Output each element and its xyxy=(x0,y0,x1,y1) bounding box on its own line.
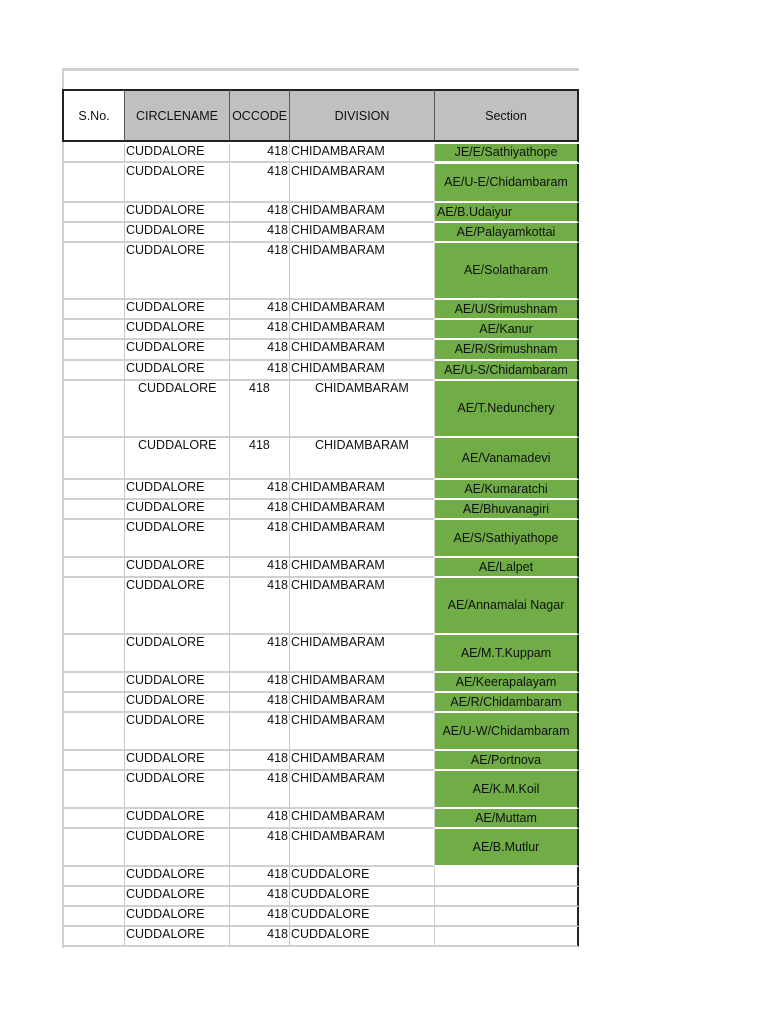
sno-cell[interactable] xyxy=(62,500,124,520)
occode-cell[interactable]: 418 xyxy=(229,578,289,635)
sno-cell[interactable] xyxy=(62,381,124,438)
header-circlename[interactable]: CIRCLENAME xyxy=(124,89,229,142)
circlename-cell[interactable]: CUDDALORE xyxy=(124,320,229,340)
circlename-cell[interactable]: CUDDALORE xyxy=(124,300,229,320)
sno-cell[interactable] xyxy=(62,243,124,300)
section-cell[interactable]: AE/Keerapalayam xyxy=(434,673,579,693)
section-cell[interactable]: AE/B.Mutlur xyxy=(434,829,579,867)
section-cell[interactable]: AE/U-S/Chidambaram xyxy=(434,361,579,381)
section-cell[interactable]: AE/U-E/Chidambaram xyxy=(434,164,579,203)
sno-cell[interactable] xyxy=(62,809,124,829)
header-occode[interactable]: OCCODE xyxy=(229,89,289,142)
section-cell[interactable]: AE/T.Nedunchery xyxy=(434,381,579,438)
table-row xyxy=(62,361,579,381)
division-cell[interactable]: CHIDAMBARAM xyxy=(289,713,434,751)
sno-cell[interactable] xyxy=(62,887,124,907)
header-section[interactable]: Section xyxy=(434,89,579,142)
occode-cell[interactable]: 418 xyxy=(229,751,289,771)
occode-cell[interactable]: 418 xyxy=(229,203,289,223)
division-cell[interactable]: CHIDAMBARAM xyxy=(289,809,434,829)
sno-cell[interactable] xyxy=(62,713,124,751)
division-cell[interactable]: CHIDAMBARAM xyxy=(289,578,434,635)
occode-cell[interactable]: 418 xyxy=(229,243,289,300)
table-row xyxy=(62,578,579,635)
occode-cell[interactable]: 418 xyxy=(229,693,289,713)
table-row xyxy=(62,751,579,771)
sno-cell[interactable] xyxy=(62,320,124,340)
section-cell[interactable]: AE/Kumaratchi xyxy=(434,480,579,500)
sno-cell[interactable] xyxy=(62,927,124,947)
section-cell[interactable]: AE/Bhuvanagiri xyxy=(434,500,579,520)
sno-cell[interactable] xyxy=(62,203,124,223)
section-cell[interactable]: AE/Vanamadevi xyxy=(434,438,579,480)
section-cell[interactable] xyxy=(434,867,579,887)
occode-cell[interactable]: 418 xyxy=(229,771,289,809)
occode-cell[interactable]: 418 xyxy=(229,480,289,500)
table-row xyxy=(62,500,579,520)
sno-cell[interactable] xyxy=(62,558,124,578)
division-cell[interactable]: CHIDAMBARAM xyxy=(289,164,434,203)
section-cell[interactable]: AE/S/Sathiyathope xyxy=(434,520,579,558)
division-cell[interactable]: CHIDAMBARAM xyxy=(289,144,434,163)
circlename-cell[interactable]: CUDDALORE xyxy=(124,480,229,500)
occode-cell[interactable]: 418 xyxy=(229,809,289,829)
header-division[interactable]: DIVISION xyxy=(289,89,434,142)
circlename-cell[interactable]: CUDDALORE xyxy=(124,907,229,927)
sno-cell[interactable] xyxy=(62,480,124,500)
frozen-row-band xyxy=(62,68,579,71)
section-cell[interactable]: AE/R/Chidambaram xyxy=(434,693,579,713)
table-row xyxy=(62,829,579,867)
division-cell[interactable]: CHIDAMBARAM xyxy=(289,673,434,693)
section-cell[interactable]: AE/Solatharam xyxy=(434,243,579,300)
circlename-cell[interactable]: CUDDALORE xyxy=(124,223,229,243)
division-cell[interactable]: CHIDAMBARAM xyxy=(289,203,434,223)
section-cell[interactable] xyxy=(434,907,579,927)
sno-cell[interactable] xyxy=(62,438,124,480)
occode-cell[interactable]: 418 xyxy=(229,713,289,751)
table-row xyxy=(62,243,579,300)
division-cell[interactable]: CUDDALORE xyxy=(289,867,434,887)
section-cell[interactable] xyxy=(434,887,579,907)
sno-cell[interactable] xyxy=(62,144,124,163)
table-row xyxy=(62,520,579,558)
table-row xyxy=(62,635,579,673)
table-row xyxy=(62,203,579,223)
header-row xyxy=(62,89,579,144)
circlename-cell[interactable]: CUDDALORE xyxy=(124,693,229,713)
table-row xyxy=(62,300,579,320)
table-row xyxy=(62,438,579,480)
circlename-cell[interactable]: CUDDALORE xyxy=(124,203,229,223)
sno-cell[interactable] xyxy=(62,164,124,203)
sno-cell[interactable] xyxy=(62,771,124,809)
section-cell[interactable]: AE/Kanur xyxy=(434,320,579,340)
section-cell[interactable]: AE/K.M.Koil xyxy=(434,771,579,809)
section-cell[interactable]: AE/U/Srimushnam xyxy=(434,300,579,320)
circlename-cell[interactable]: CUDDALORE xyxy=(124,673,229,693)
circlename-cell[interactable]: CUDDALORE xyxy=(124,867,229,887)
circlename-cell[interactable]: CUDDALORE xyxy=(124,635,229,673)
sno-cell[interactable] xyxy=(62,867,124,887)
table-row xyxy=(62,480,579,500)
occode-cell[interactable]: 418 xyxy=(229,320,289,340)
division-cell[interactable]: CHIDAMBARAM xyxy=(289,635,434,673)
section-cell[interactable]: AE/Portnova xyxy=(434,751,579,771)
circlename-cell[interactable]: CUDDALORE xyxy=(124,578,229,635)
circlename-cell[interactable]: CUDDALORE xyxy=(124,927,229,947)
division-cell[interactable]: CHIDAMBARAM xyxy=(289,438,434,480)
occode-cell[interactable]: 418 xyxy=(229,300,289,320)
circlename-cell[interactable]: CUDDALORE xyxy=(124,438,229,480)
division-cell[interactable]: CUDDALORE xyxy=(289,887,434,907)
section-cell[interactable]: AE/Muttam xyxy=(434,809,579,829)
table-row xyxy=(62,223,579,243)
circlename-cell[interactable]: CUDDALORE xyxy=(124,771,229,809)
sno-cell[interactable] xyxy=(62,223,124,243)
table-row xyxy=(62,673,579,693)
division-cell[interactable]: CHIDAMBARAM xyxy=(289,693,434,713)
circlename-cell[interactable]: CUDDALORE xyxy=(124,558,229,578)
division-cell[interactable]: CHIDAMBARAM xyxy=(289,381,434,438)
occode-cell[interactable]: 418 xyxy=(229,635,289,673)
circlename-cell[interactable]: CUDDALORE xyxy=(124,340,229,361)
circlename-cell[interactable]: CUDDALORE xyxy=(124,751,229,771)
division-cell[interactable]: CHIDAMBARAM xyxy=(289,340,434,361)
table-row xyxy=(62,381,579,438)
occode-cell[interactable]: 418 xyxy=(229,438,289,480)
sno-cell[interactable] xyxy=(62,907,124,927)
division-cell[interactable]: CHIDAMBARAM xyxy=(289,520,434,558)
table-row xyxy=(62,320,579,340)
circlename-cell[interactable]: CUDDALORE xyxy=(124,713,229,751)
occode-cell[interactable]: 418 xyxy=(229,867,289,887)
sno-cell[interactable] xyxy=(62,693,124,713)
section-cell[interactable]: AE/Lalpet xyxy=(434,558,579,578)
section-cell[interactable]: AE/R/Srimushnam xyxy=(434,340,579,361)
table-row xyxy=(62,340,579,361)
sno-cell[interactable] xyxy=(62,340,124,361)
occode-cell[interactable]: 418 xyxy=(229,927,289,947)
circlename-cell[interactable]: CUDDALORE xyxy=(124,500,229,520)
sno-cell[interactable] xyxy=(62,520,124,558)
circlename-cell[interactable]: CUDDALORE xyxy=(124,361,229,381)
section-cell[interactable]: AE/U-W/Chidambaram xyxy=(434,713,579,751)
circlename-cell[interactable]: CUDDALORE xyxy=(124,829,229,867)
sno-cell[interactable] xyxy=(62,673,124,693)
division-cell[interactable]: CHIDAMBARAM xyxy=(289,361,434,381)
table-row xyxy=(62,771,579,809)
division-cell[interactable]: CHIDAMBARAM xyxy=(289,320,434,340)
sno-cell[interactable] xyxy=(62,751,124,771)
occode-cell[interactable]: 418 xyxy=(229,223,289,243)
circlename-cell[interactable]: CUDDALORE xyxy=(124,520,229,558)
section-cell[interactable]: AE/Annamalai Nagar xyxy=(434,578,579,635)
sno-cell[interactable] xyxy=(62,300,124,320)
table-row xyxy=(62,809,579,829)
section-cell[interactable]: JE/E/Sathiyathope xyxy=(434,144,579,163)
header-sno[interactable]: S.No. xyxy=(62,89,124,142)
division-cell[interactable]: CHIDAMBARAM xyxy=(289,480,434,500)
table-row xyxy=(62,907,579,927)
section-cell[interactable] xyxy=(434,927,579,947)
division-cell[interactable]: CHIDAMBARAM xyxy=(289,829,434,867)
occode-cell[interactable]: 418 xyxy=(229,381,289,438)
occode-cell[interactable]: 418 xyxy=(229,520,289,558)
occode-cell[interactable]: 418 xyxy=(229,340,289,361)
section-cell[interactable]: AE/Palayamkottai xyxy=(434,223,579,243)
occode-cell[interactable]: 418 xyxy=(229,361,289,381)
sno-cell[interactable] xyxy=(62,578,124,635)
division-cell[interactable]: CHIDAMBARAM xyxy=(289,243,434,300)
division-cell[interactable]: CHIDAMBARAM xyxy=(289,500,434,520)
division-cell[interactable]: CHIDAMBARAM xyxy=(289,223,434,243)
occode-cell[interactable]: 418 xyxy=(229,887,289,907)
table-row xyxy=(62,693,579,713)
occode-cell[interactable]: 418 xyxy=(229,144,289,163)
division-cell[interactable]: CHIDAMBARAM xyxy=(289,558,434,578)
occode-cell[interactable]: 418 xyxy=(229,558,289,578)
table-row xyxy=(62,558,579,578)
table-row xyxy=(62,927,579,947)
occode-cell[interactable]: 418 xyxy=(229,673,289,693)
occode-cell[interactable]: 418 xyxy=(229,907,289,927)
sno-cell[interactable] xyxy=(62,361,124,381)
sno-cell[interactable] xyxy=(62,635,124,673)
division-cell[interactable]: CUDDALORE xyxy=(289,927,434,947)
division-cell[interactable]: CUDDALORE xyxy=(289,907,434,927)
occode-cell[interactable]: 418 xyxy=(229,164,289,203)
occode-cell[interactable]: 418 xyxy=(229,500,289,520)
section-cell[interactable]: AE/B.Udaiyur xyxy=(434,203,579,223)
division-cell[interactable]: CHIDAMBARAM xyxy=(289,300,434,320)
circlename-cell[interactable]: CUDDALORE xyxy=(124,809,229,829)
table-row xyxy=(62,713,579,751)
table-row xyxy=(62,164,579,203)
table-row xyxy=(62,144,579,163)
section-cell[interactable]: AE/M.T.Kuppam xyxy=(434,635,579,673)
circlename-cell[interactable]: CUDDALORE xyxy=(124,144,229,163)
sno-cell[interactable] xyxy=(62,829,124,867)
circlename-cell[interactable]: CUDDALORE xyxy=(124,887,229,907)
circlename-cell[interactable]: CUDDALORE xyxy=(124,243,229,300)
division-cell[interactable]: CHIDAMBARAM xyxy=(289,771,434,809)
occode-cell[interactable]: 418 xyxy=(229,829,289,867)
circlename-cell[interactable]: CUDDALORE xyxy=(124,164,229,203)
table-row xyxy=(62,867,579,887)
division-cell[interactable]: CHIDAMBARAM xyxy=(289,751,434,771)
table-row xyxy=(62,887,579,907)
circlename-cell[interactable]: CUDDALORE xyxy=(124,381,229,438)
